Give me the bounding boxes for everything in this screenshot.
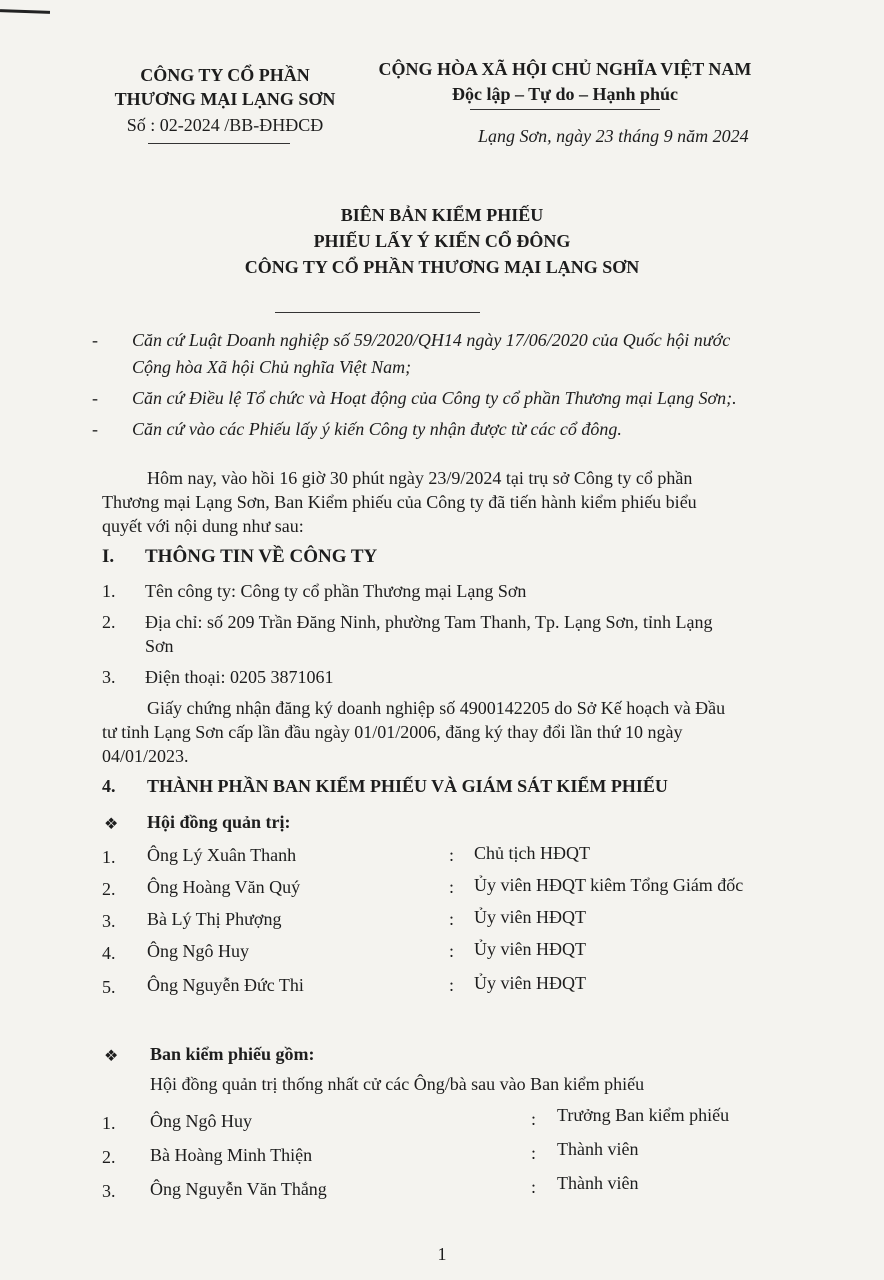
committee-row-2-name: Bà Hoàng Minh Thiện: [150, 1145, 313, 1165]
committee-intro: Hội đồng quản trị thống nhất cử các Ông/bà sau vào Ban kiểm phiếu: [150, 1074, 645, 1094]
board-row-4-colon: :: [449, 941, 455, 961]
section1-heading: THÔNG TIN VỀ CÔNG TY: [145, 546, 378, 567]
board-row-4-name: Ông Ngô Huy: [147, 941, 249, 961]
doc-title-line1: BIÊN BẢN KIỂM PHIẾU: [340, 205, 544, 225]
bullet-icon: ❖: [104, 816, 119, 833]
board-row-2-name: Ông Hoàng Văn Quý: [147, 877, 301, 897]
basis-3: Căn cứ vào các Phiếu lấy ý kiến Công ty nhận được từ các cổ đông.: [132, 419, 622, 439]
section1-number: I.: [102, 546, 115, 567]
board-row-5-colon: :: [449, 975, 455, 995]
license-line1: Giấy chứng nhận đăng ký doanh nghiệp số 4900142205 do Sở Kế hoạch và Đầu: [147, 698, 726, 718]
committee-row-1-name: Ông Ngô Huy: [150, 1111, 252, 1131]
basis-1-line2: Cộng hòa Xã hội Chủ nghĩa Việt Nam;: [132, 357, 412, 377]
basis-dash-2: -: [92, 388, 98, 408]
committee-row-2-role: Thành viên: [557, 1139, 639, 1159]
intro-line2: Thương mại Lạng Sơn, Ban Kiểm phiếu của Công ty đã tiến hành kiểm phiếu biểu: [102, 492, 697, 512]
board-row-4-number: 4.: [102, 943, 116, 963]
board-row-1-role: Chủ tịch HĐQT: [474, 843, 590, 863]
document-number: Số : 02-2024 /BB-ĐHĐCĐ: [126, 115, 324, 135]
board-row-1-number: 1.: [102, 847, 116, 867]
board-row-5-role: Ủy viên HĐQT: [474, 973, 586, 993]
doc-title-line3: CÔNG TY CỔ PHẦN THƯƠNG MẠI LẠNG SƠN: [244, 257, 640, 277]
board-row-3-name: Bà Lý Thị Phượng: [147, 909, 282, 929]
section1-item2-cont: Sơn: [145, 636, 174, 656]
basis-2: Căn cứ Điều lệ Tổ chức và Hoạt động của Công ty cổ phần Thương mại Lạng Sơn;.: [132, 388, 737, 408]
board-row-4-role: Ủy viên HĐQT: [474, 939, 586, 959]
section1-item1-number: 1.: [102, 581, 116, 601]
doc-title-line2: PHIẾU LẤY Ý KIẾN CỔ ĐÔNG: [313, 231, 571, 251]
place-date: Lạng Sơn, ngày 23 tháng 9 năm 2024: [478, 126, 749, 146]
board-row-5-number: 5.: [102, 977, 116, 997]
committee-row-1-number: 1.: [102, 1113, 116, 1133]
board-row-2-number: 2.: [102, 879, 116, 899]
committee-row-1-colon: :: [531, 1109, 537, 1129]
board-row-5-name: Ông Nguyễn Đức Thi: [147, 975, 304, 995]
section1-item2-number: 2.: [102, 612, 116, 632]
header-left-rule: [148, 143, 290, 144]
intro-line3: quyết với nội dung như sau:: [102, 516, 304, 536]
committee-row-3-colon: :: [531, 1177, 537, 1197]
committee-row-1-role: Trưởng Ban kiểm phiếu: [557, 1105, 730, 1125]
board-row-3-number: 3.: [102, 911, 116, 931]
license-line2: tư tỉnh Lạng Sơn cấp lần đầu ngày 01/01/2006, đăng ký thay đổi lần thứ 10 ngày: [102, 722, 683, 742]
company-name-line2: THƯƠNG MẠI LẠNG SƠN: [114, 89, 336, 109]
section1-item1-text: Tên công ty: Công ty cổ phần Thương mại Lạng Sơn: [145, 581, 527, 601]
bullet-icon: ❖: [104, 1048, 119, 1065]
board-row-2-colon: :: [449, 877, 455, 897]
scan-mark: [0, 9, 50, 14]
section1-item2-text: Địa chỉ: số 209 Trần Đăng Ninh, phường Tam Thanh, Tp. Lạng Sơn, tỉnh Lạng: [145, 612, 713, 632]
license-line3: 04/01/2023.: [102, 746, 189, 766]
board-row-1-colon: :: [449, 845, 455, 865]
section4-number: 4.: [102, 776, 116, 796]
section1-item3-text: Điện thoại: 0205 3871061: [145, 667, 334, 687]
section4-heading: THÀNH PHẦN BAN KIỂM PHIẾU VÀ GIÁM SÁT KIỂM PHIẾU: [147, 776, 668, 796]
page-number: 1: [437, 1244, 447, 1264]
title-rule: [275, 312, 480, 313]
basis-dash-3: -: [92, 419, 98, 439]
basis-dash-1: -: [92, 330, 98, 350]
committee-row-3-role: Thành viên: [557, 1173, 639, 1193]
section1-item3-number: 3.: [102, 667, 116, 687]
committee-heading: Ban kiểm phiếu gồm:: [150, 1044, 315, 1064]
board-row-2-role: Ủy viên HĐQT kiêm Tổng Giám đốc: [474, 875, 744, 895]
company-name-line1: CÔNG TY CỔ PHẦN: [140, 65, 310, 85]
committee-row-3-number: 3.: [102, 1181, 116, 1201]
nation-title: CỘNG HÒA XÃ HỘI CHỦ NGHĨA VIỆT NAM: [378, 59, 752, 79]
board-row-3-role: Ủy viên HĐQT: [474, 907, 586, 927]
board-row-3-colon: :: [449, 909, 455, 929]
board-row-1-name: Ông Lý Xuân Thanh: [147, 845, 297, 865]
committee-row-2-colon: :: [531, 1143, 537, 1163]
board-heading: Hội đồng quản trị:: [147, 812, 291, 832]
intro-line1: Hôm nay, vào hồi 16 giờ 30 phút ngày 23/9/2024 tại trụ sở Công ty cổ phần: [147, 468, 693, 488]
header-right-rule: [470, 109, 660, 110]
committee-row-3-name: Ông Nguyễn Văn Thắng: [150, 1179, 327, 1199]
nation-motto: Độc lập – Tự do – Hạnh phúc: [451, 84, 679, 104]
basis-1-line1: Căn cứ Luật Doanh nghiệp số 59/2020/QH14 ngày 17/06/2020 của Quốc hội nước: [132, 330, 731, 350]
committee-row-2-number: 2.: [102, 1147, 116, 1167]
